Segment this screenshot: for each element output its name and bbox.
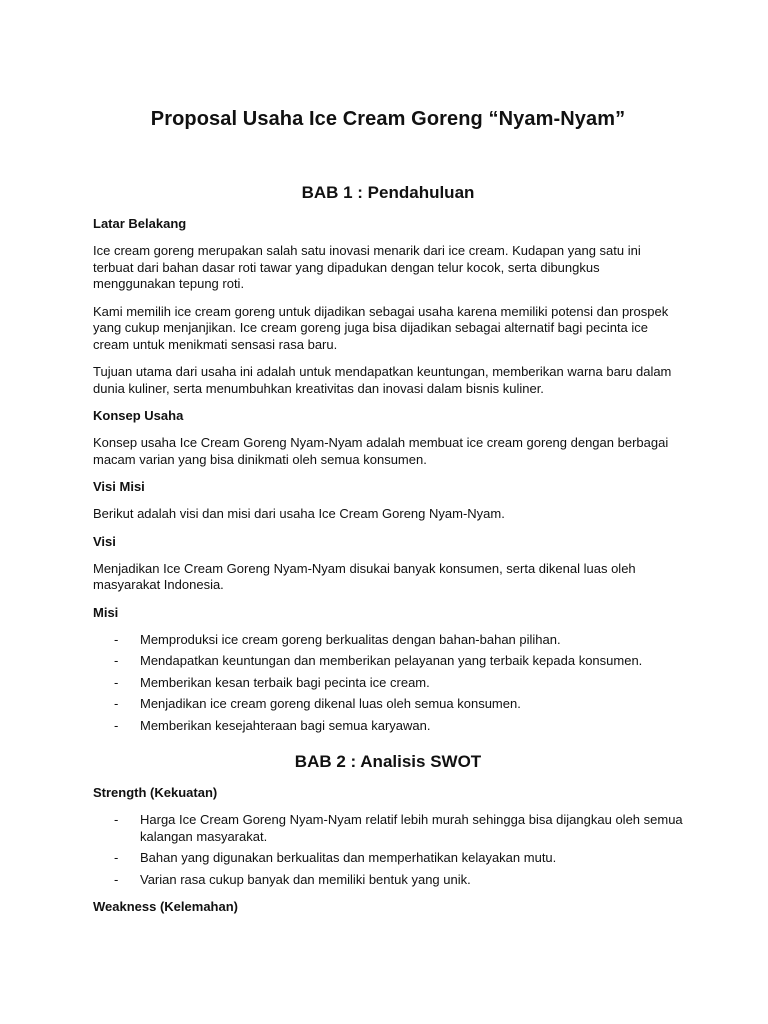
misi-list xyxy=(93,632,683,735)
strength-list xyxy=(93,812,683,888)
section-heading-konsep-usaha: Konsep Usaha xyxy=(93,408,184,423)
list-item-text: Harga Ice Cream Goreng Nyam-Nyam relatif lebih murah sehingga bisa dijangkau oleh semua kalangan masyarakat. xyxy=(140,812,683,844)
list-item-text: Mendapatkan keuntungan dan memberikan pelayanan yang terbaik kepada konsumen. xyxy=(140,653,643,668)
list-item-text: Menjadikan ice cream goreng dikenal luas oleh semua konsumen. xyxy=(140,696,521,711)
paragraph: Kami memilih ice cream goreng untuk dijadikan sebagai usaha karena memiliki potensi dan prospek yang cukup menjanjikan. Ice cream goreng juga bisa dijadikan sebagai alternatif bagi pecinta ice cream untuk menikmati sensasi rasa baru. xyxy=(93,303,669,352)
document-body xyxy=(93,108,683,926)
list-item-text: Memproduksi ice cream goreng berkualitas dengan bahan-bahan pilihan. xyxy=(140,631,561,647)
list-item xyxy=(93,872,683,889)
list-item-text: Varian rasa cukup banyak dan memiliki bentuk yang unik. xyxy=(140,871,471,887)
list-marker: - xyxy=(114,653,119,668)
list-item xyxy=(93,812,683,845)
list-marker: - xyxy=(114,850,119,865)
paragraph: Menjadikan Ice Cream Goreng Nyam-Nyam disukai banyak konsumen, serta dikenal luas oleh masyarakat Indonesia. xyxy=(93,560,636,592)
list-marker: - xyxy=(114,871,119,887)
list-marker: - xyxy=(114,631,119,647)
list-item-text: Memberikan kesejahteraan bagi semua karyawan. xyxy=(140,717,431,733)
chapter-1-title: BAB 1 : Pendahuluan xyxy=(301,183,475,202)
list-item-text: Memberikan kesan terbaik bagi pecinta ice cream. xyxy=(140,674,430,690)
list-item xyxy=(93,653,683,670)
paragraph: Ice cream goreng merupakan salah satu inovasi menarik dari ice cream. Kudapan yang satu ini terbuat dari bahan dasar roti tawar yang dipadukan dengan telur kocok, serta dibungkus menggunakan tepung roti. xyxy=(93,243,641,291)
list-item xyxy=(93,632,683,649)
list-item xyxy=(93,696,683,713)
list-marker: - xyxy=(114,717,119,733)
section-heading-latar-belakang: Latar Belakang xyxy=(93,216,187,231)
list-marker: - xyxy=(114,812,119,827)
paragraph: Berikut adalah visi dan misi dari usaha Ice Cream Goreng Nyam-Nyam. xyxy=(93,506,505,521)
list-item xyxy=(93,850,683,867)
section-heading-visi-misi: Visi Misi xyxy=(93,479,145,494)
list-marker: - xyxy=(114,674,119,690)
chapter-2-title: BAB 2 : Analisis SWOT xyxy=(294,752,482,771)
list-item xyxy=(93,718,683,735)
section-heading-weakness: Weakness (Kelemahan) xyxy=(93,899,238,914)
paragraph: Tujuan utama dari usaha ini adalah untuk mendapatkan keuntungan, memberikan warna baru dalam dunia kuliner, serta menumbuhkan kreativitas dan inovasi dalam bisnis kuliner. xyxy=(93,364,672,396)
list-marker: - xyxy=(114,696,119,711)
list-item-text: Bahan yang digunakan berkualitas dan memperhatikan kelayakan mutu. xyxy=(140,850,557,865)
document-title: Proposal Usaha Ice Cream Goreng “Nyam-Nyam” xyxy=(150,108,626,130)
section-heading-visi: Visi xyxy=(93,533,116,549)
section-heading-strength: Strength (Kekuatan) xyxy=(93,785,218,800)
paragraph: Konsep usaha Ice Cream Goreng Nyam-Nyam adalah membuat ice cream goreng dengan berbagai macam varian yang bisa dinikmati oleh semua konsumen. xyxy=(93,435,669,467)
list-item xyxy=(93,675,683,692)
section-heading-misi: Misi xyxy=(93,604,119,620)
